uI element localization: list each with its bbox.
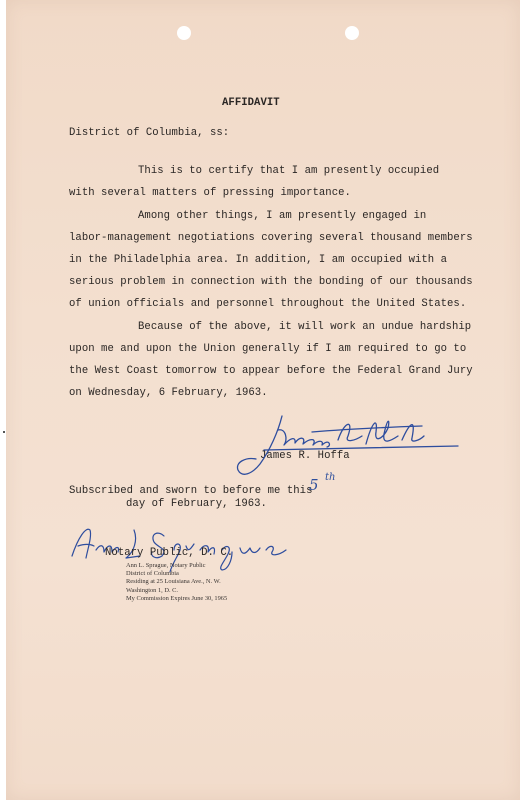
signer-name: James R. Hoffa bbox=[260, 450, 350, 462]
stamp-line: My Commission Expires June 30, 1965 bbox=[126, 594, 228, 602]
stamp-line: District of Columbia bbox=[126, 570, 179, 578]
jurisdiction-line: District of Columbia, ss: bbox=[69, 127, 230, 139]
body-line: in the Philadelphia area. In addition, I am occupied with a bbox=[69, 254, 448, 266]
document-title: AFFIDAVIT bbox=[222, 97, 280, 109]
notary-title: Notary Public, D. C. bbox=[105, 547, 234, 559]
notary-stamp bbox=[126, 562, 227, 603]
body-line: This is to certify that I am presently occupied bbox=[138, 165, 440, 177]
body-line: labor-management negotiations covering several thousand members bbox=[69, 232, 473, 244]
body-line: upon me and upon the Union generally if I am required to go to bbox=[69, 343, 467, 355]
day-line: day of February, 1963. bbox=[126, 498, 267, 510]
body-line: with several matters of pressing importance. bbox=[69, 187, 351, 199]
body-line: the West Coast tomorrow to appear before the Federal Grand Jury bbox=[69, 365, 473, 377]
body-line: on Wednesday, 6 February, 1963. bbox=[69, 387, 268, 399]
body-line: Because of the above, it will work an undue hardship bbox=[138, 321, 472, 333]
handwritten-suffix: th bbox=[325, 472, 336, 483]
stamp-line: Ann L. Sprague, Notary Public bbox=[126, 562, 206, 569]
margin-mark bbox=[3, 431, 5, 433]
handwritten-day: 5 bbox=[309, 476, 319, 494]
body-line: Among other things, I am presently engaged in bbox=[138, 210, 427, 222]
body-line: serious problem in connection with the bonding of our thousands bbox=[69, 276, 473, 288]
stamp-line: Residing at 25 Louisiana Ave., N. W. bbox=[126, 578, 221, 586]
subscribed-line: Subscribed and sworn to before me this bbox=[69, 485, 313, 497]
stamp-line: Washington 1, D. C. bbox=[126, 586, 179, 594]
body-line: of union officials and personnel throughout the United States. bbox=[69, 298, 467, 310]
hoffa-signature bbox=[226, 410, 466, 485]
punch-hole-right bbox=[345, 26, 359, 40]
affidavit-page bbox=[6, 0, 520, 800]
punch-hole-left bbox=[177, 26, 191, 40]
